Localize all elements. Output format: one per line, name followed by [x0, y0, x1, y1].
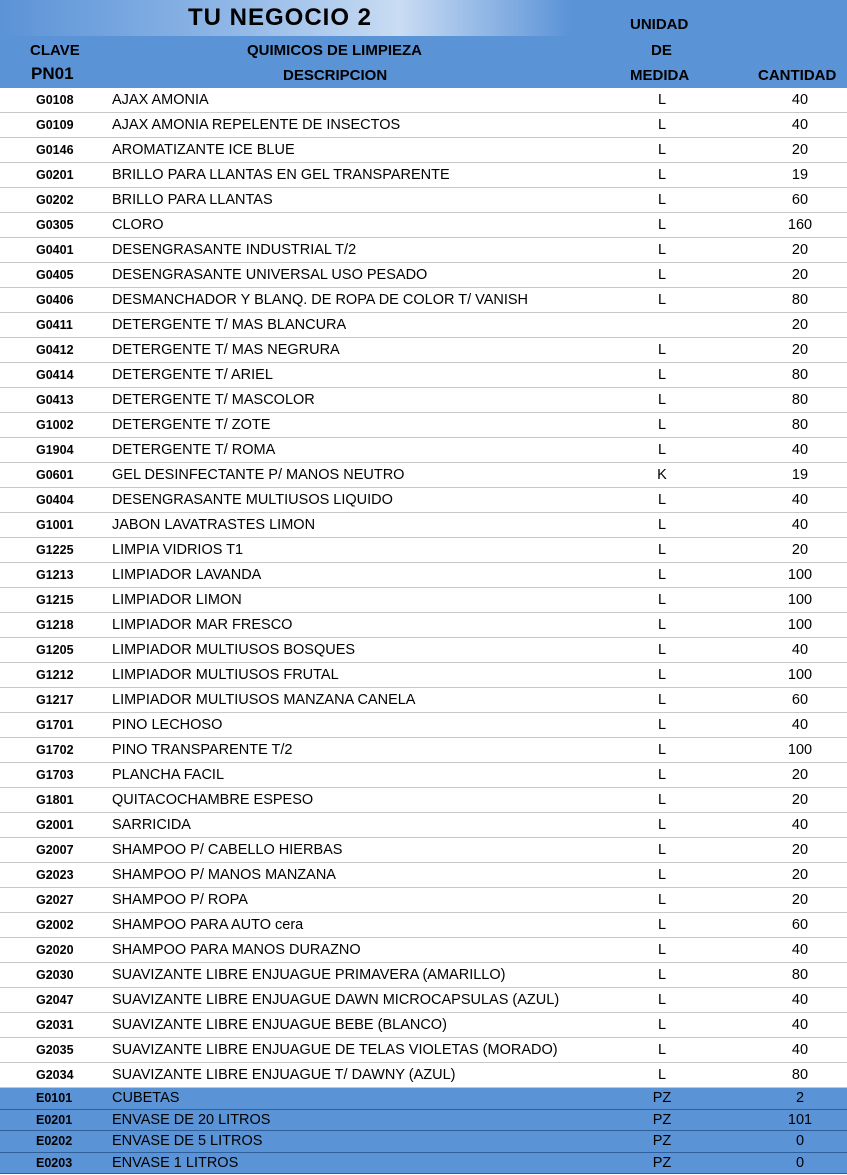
item-description: LIMPIADOR LIMON — [112, 592, 242, 608]
container-row — [0, 1131, 847, 1153]
table-row — [0, 638, 847, 663]
inventory-table-body — [0, 88, 847, 1174]
item-quantity: 80 — [791, 967, 809, 983]
item-description: CUBETAS — [112, 1090, 180, 1106]
item-description: SHAMPOO PARA AUTO cera — [112, 917, 304, 933]
item-quantity: 20 — [791, 842, 809, 858]
item-description: DESENGRASANTE INDUSTRIAL T/2 — [112, 242, 357, 258]
item-unit: L — [657, 442, 667, 458]
item-description: ENVASE DE 5 LITROS — [112, 1133, 263, 1149]
item-code: G2031 — [36, 1018, 74, 1032]
item-code: G0108 — [36, 93, 74, 107]
item-quantity: 40 — [791, 642, 809, 658]
item-unit: L — [657, 667, 667, 683]
item-quantity: 40 — [791, 1042, 809, 1058]
table-row — [0, 288, 847, 313]
item-code: G2030 — [36, 968, 74, 982]
item-code: G2047 — [36, 993, 74, 1007]
table-row — [0, 1013, 847, 1038]
item-description: AROMATIZANTE ICE BLUE — [112, 142, 295, 158]
item-unit: L — [657, 142, 667, 158]
item-quantity: 80 — [791, 292, 809, 308]
item-code: G0413 — [36, 393, 74, 407]
item-quantity: 101 — [787, 1111, 813, 1128]
table-row — [0, 963, 847, 988]
item-unit: L — [657, 992, 667, 1008]
item-code: G0202 — [36, 193, 74, 207]
table-row — [0, 688, 847, 713]
item-quantity: 80 — [791, 1067, 809, 1083]
item-description: PINO LECHOSO — [112, 717, 223, 733]
item-unit: PZ — [652, 1111, 672, 1128]
item-code: G2027 — [36, 893, 74, 907]
code-header: PN01 — [31, 64, 74, 83]
item-quantity: 20 — [791, 342, 809, 358]
item-unit: L — [657, 917, 667, 933]
item-description: LIMPIADOR MULTIUSOS BOSQUES — [112, 642, 356, 658]
item-code: G0201 — [36, 168, 74, 182]
item-code: G1002 — [36, 418, 74, 432]
table-row — [0, 438, 847, 463]
item-unit: L — [657, 967, 667, 983]
description-header: DESCRIPCION — [283, 67, 388, 84]
item-description: AJAX AMONIA REPELENTE DE INSECTOS — [112, 117, 401, 133]
item-description: ENVASE DE 20 LITROS — [112, 1111, 271, 1128]
item-code: G1213 — [36, 568, 74, 582]
item-description: CLORO — [112, 217, 164, 233]
item-code: G1701 — [36, 718, 74, 732]
item-description: DESENGRASANTE UNIVERSAL USO PESADO — [112, 267, 428, 283]
clave-header: CLAVE — [30, 42, 80, 59]
item-code: G0414 — [36, 368, 74, 382]
item-unit: L — [657, 342, 667, 358]
item-unit: L — [657, 367, 667, 383]
item-quantity: 100 — [787, 742, 813, 758]
item-code: G2020 — [36, 943, 74, 957]
item-description: DETERGENTE T/ ARIEL — [112, 367, 273, 383]
table-row — [0, 788, 847, 813]
item-description: SHAMPOO P/ CABELLO HIERBAS — [112, 842, 343, 858]
item-quantity: 60 — [791, 917, 809, 933]
table-row — [0, 863, 847, 888]
item-description: DETERGENTE T/ MAS BLANCURA — [112, 317, 347, 333]
item-unit: PZ — [652, 1154, 672, 1171]
item-description: BRILLO PARA LLANTAS EN GEL TRANSPARENTE — [112, 167, 450, 183]
table-row — [0, 938, 847, 963]
table-row — [0, 1038, 847, 1063]
item-code: G2001 — [36, 818, 74, 832]
category-header: QUIMICOS DE LIMPIEZA — [247, 42, 423, 59]
table-row — [0, 488, 847, 513]
item-quantity: 100 — [787, 567, 813, 583]
item-code: G0601 — [36, 468, 74, 482]
item-quantity: 20 — [791, 867, 809, 883]
item-quantity: 40 — [791, 992, 809, 1008]
item-description: QUITACOCHAMBRE ESPESO — [112, 792, 314, 808]
item-quantity: 2 — [795, 1090, 805, 1106]
container-row — [0, 1110, 847, 1132]
table-row — [0, 988, 847, 1013]
item-code: G0412 — [36, 343, 74, 357]
item-quantity: 20 — [791, 767, 809, 783]
item-quantity: 20 — [791, 892, 809, 908]
item-description: GEL DESINFECTANTE P/ MANOS NEUTRO — [112, 467, 405, 483]
item-quantity: 0 — [795, 1154, 805, 1171]
item-unit: L — [657, 692, 667, 708]
item-quantity: 20 — [791, 267, 809, 283]
item-description: AJAX AMONIA — [112, 92, 209, 108]
item-quantity: 20 — [791, 317, 809, 333]
table-row — [0, 1063, 847, 1088]
item-code: G2002 — [36, 918, 74, 932]
item-quantity: 100 — [787, 592, 813, 608]
item-quantity: 20 — [791, 792, 809, 808]
item-quantity: 40 — [791, 942, 809, 958]
item-description: SUAVIZANTE LIBRE ENJUAGUE T/ DAWNY (AZUL) — [112, 1067, 456, 1083]
item-code: E0201 — [36, 1112, 73, 1127]
item-code: G0401 — [36, 243, 74, 257]
item-description: DETERGENTE T/ MASCOLOR — [112, 392, 315, 408]
item-unit: L — [657, 592, 667, 608]
item-description: DETERGENTE T/ ZOTE — [112, 417, 271, 433]
item-unit: L — [657, 717, 667, 733]
table-header — [0, 0, 847, 88]
item-unit: L — [657, 642, 667, 658]
item-quantity: 40 — [791, 117, 809, 133]
item-unit: L — [657, 842, 667, 858]
table-row — [0, 238, 847, 263]
item-quantity: 40 — [791, 717, 809, 733]
item-unit: L — [657, 267, 667, 283]
table-row — [0, 913, 847, 938]
table-row — [0, 363, 847, 388]
item-code: G1703 — [36, 768, 74, 782]
table-row — [0, 538, 847, 563]
item-description: SHAMPOO P/ MANOS MANZANA — [112, 867, 336, 883]
unit-header-line2: DE — [651, 42, 672, 59]
item-description: LIMPIA VIDRIOS T1 — [112, 542, 244, 558]
item-code: G1215 — [36, 593, 74, 607]
table-row — [0, 713, 847, 738]
item-unit: L — [657, 867, 667, 883]
item-description: SHAMPOO PARA MANOS DURAZNO — [112, 942, 361, 958]
table-row — [0, 138, 847, 163]
item-unit: L — [657, 492, 667, 508]
item-code: G1217 — [36, 693, 74, 707]
item-code: G1001 — [36, 518, 74, 532]
table-row — [0, 338, 847, 363]
item-quantity: 160 — [787, 217, 813, 233]
table-row — [0, 663, 847, 688]
table-row — [0, 813, 847, 838]
item-unit: L — [657, 392, 667, 408]
item-quantity: 80 — [791, 417, 809, 433]
item-quantity: 80 — [791, 392, 809, 408]
item-unit: PZ — [652, 1090, 672, 1106]
table-row — [0, 838, 847, 863]
item-quantity: 40 — [791, 442, 809, 458]
quantity-header: CANTIDAD — [758, 67, 837, 84]
item-unit: L — [657, 1017, 667, 1033]
item-unit: L — [657, 1042, 667, 1058]
item-quantity: 40 — [791, 517, 809, 533]
table-row — [0, 513, 847, 538]
item-code: G0404 — [36, 493, 74, 507]
item-unit: L — [657, 892, 667, 908]
item-quantity: 0 — [795, 1133, 805, 1149]
item-quantity: 60 — [791, 192, 809, 208]
item-code: E0202 — [36, 1134, 73, 1148]
item-unit: L — [657, 167, 667, 183]
table-row — [0, 588, 847, 613]
container-row — [0, 1153, 847, 1175]
table-row — [0, 888, 847, 913]
table-row — [0, 113, 847, 138]
item-code: G2034 — [36, 1068, 74, 1082]
item-code: G0411 — [36, 318, 73, 332]
item-code: G1205 — [36, 643, 74, 657]
item-code: G0405 — [36, 268, 74, 282]
item-code: E0203 — [36, 1155, 73, 1170]
item-unit: L — [657, 117, 667, 133]
item-code: E0101 — [36, 1091, 73, 1105]
item-code: G1702 — [36, 743, 74, 757]
table-row — [0, 213, 847, 238]
item-code: G1904 — [36, 443, 74, 457]
table-row — [0, 163, 847, 188]
item-quantity: 19 — [791, 167, 809, 183]
item-quantity: 100 — [787, 617, 813, 633]
item-description: SUAVIZANTE LIBRE ENJUAGUE DAWN MICROCAPSULAS (AZUL) — [112, 992, 560, 1008]
item-code: G1218 — [36, 618, 74, 632]
item-unit: L — [657, 942, 667, 958]
item-description: PINO TRANSPARENTE T/2 — [112, 742, 293, 758]
item-unit: L — [657, 817, 667, 833]
item-quantity: 100 — [787, 667, 813, 683]
unit-header-line3: MEDIDA — [630, 67, 690, 84]
item-code: G1212 — [36, 668, 74, 682]
item-description: JABON LAVATRASTES LIMON — [112, 517, 316, 533]
table-row — [0, 563, 847, 588]
item-unit: L — [657, 417, 667, 433]
item-quantity: 19 — [791, 467, 809, 483]
item-quantity: 40 — [791, 92, 809, 108]
item-quantity: 40 — [791, 492, 809, 508]
item-quantity: 80 — [791, 367, 809, 383]
container-row — [0, 1088, 847, 1110]
item-quantity: 40 — [791, 817, 809, 833]
item-description: DESMANCHADOR Y BLANQ. DE ROPA DE COLOR T/ VANISH — [112, 292, 529, 308]
item-code: G2035 — [36, 1043, 74, 1057]
item-unit: L — [657, 617, 667, 633]
table-row — [0, 388, 847, 413]
item-description: PLANCHA FACIL — [112, 767, 225, 783]
item-unit: PZ — [652, 1133, 672, 1149]
page-title: TU NEGOCIO 2 — [188, 4, 373, 31]
item-code: G1801 — [36, 793, 74, 807]
item-unit: L — [657, 242, 667, 258]
item-quantity: 40 — [791, 1017, 809, 1033]
table-row — [0, 88, 847, 113]
table-row — [0, 188, 847, 213]
table-row — [0, 263, 847, 288]
item-description: LIMPIADOR MAR FRESCO — [112, 617, 293, 633]
item-unit: L — [657, 742, 667, 758]
item-description: SHAMPOO P/ ROPA — [112, 892, 248, 908]
item-unit: L — [657, 792, 667, 808]
unit-header-line1: UNIDAD — [630, 16, 689, 33]
item-description: SUAVIZANTE LIBRE ENJUAGUE PRIMAVERA (AMARILLO) — [112, 967, 506, 983]
item-description: DETERGENTE T/ ROMA — [112, 442, 276, 458]
item-quantity: 20 — [791, 242, 809, 258]
table-row — [0, 463, 847, 488]
item-unit: L — [657, 217, 667, 233]
item-description: SUAVIZANTE LIBRE ENJUAGUE BEBE (BLANCO) — [112, 1017, 447, 1033]
item-code: G2023 — [36, 868, 74, 882]
item-unit: L — [657, 292, 667, 308]
item-quantity: 60 — [791, 692, 809, 708]
item-quantity: 20 — [791, 142, 809, 158]
item-code: G0305 — [36, 218, 74, 232]
item-description: BRILLO PARA LLANTAS — [112, 192, 273, 208]
item-code: G1225 — [36, 543, 74, 557]
item-quantity: 20 — [791, 542, 809, 558]
item-code: G0406 — [36, 293, 74, 307]
item-unit: L — [657, 517, 667, 533]
table-row — [0, 313, 847, 338]
table-row — [0, 763, 847, 788]
table-row — [0, 413, 847, 438]
item-description: SARRICIDA — [112, 817, 191, 833]
item-unit: L — [657, 192, 667, 208]
item-description: LIMPIADOR LAVANDA — [112, 567, 262, 583]
item-description: LIMPIADOR MULTIUSOS FRUTAL — [112, 667, 339, 683]
item-unit: L — [657, 92, 667, 108]
item-unit: L — [657, 1067, 667, 1083]
table-row — [0, 613, 847, 638]
item-description: LIMPIADOR MULTIUSOS MANZANA CANELA — [112, 692, 416, 708]
table-row — [0, 738, 847, 763]
item-description: DETERGENTE T/ MAS NEGRURA — [112, 342, 340, 358]
item-code: G0146 — [36, 143, 74, 157]
item-unit: L — [657, 542, 667, 558]
item-description: SUAVIZANTE LIBRE ENJUAGUE DE TELAS VIOLETAS (MORADO) — [112, 1042, 558, 1058]
item-description: ENVASE 1 LITROS — [112, 1154, 239, 1171]
item-unit: L — [657, 767, 667, 783]
item-code: G2007 — [36, 843, 74, 857]
item-unit: K — [657, 467, 667, 483]
item-description: DESENGRASANTE MULTIUSOS LIQUIDO — [112, 492, 393, 508]
item-unit: L — [657, 567, 667, 583]
item-code: G0109 — [36, 118, 74, 132]
